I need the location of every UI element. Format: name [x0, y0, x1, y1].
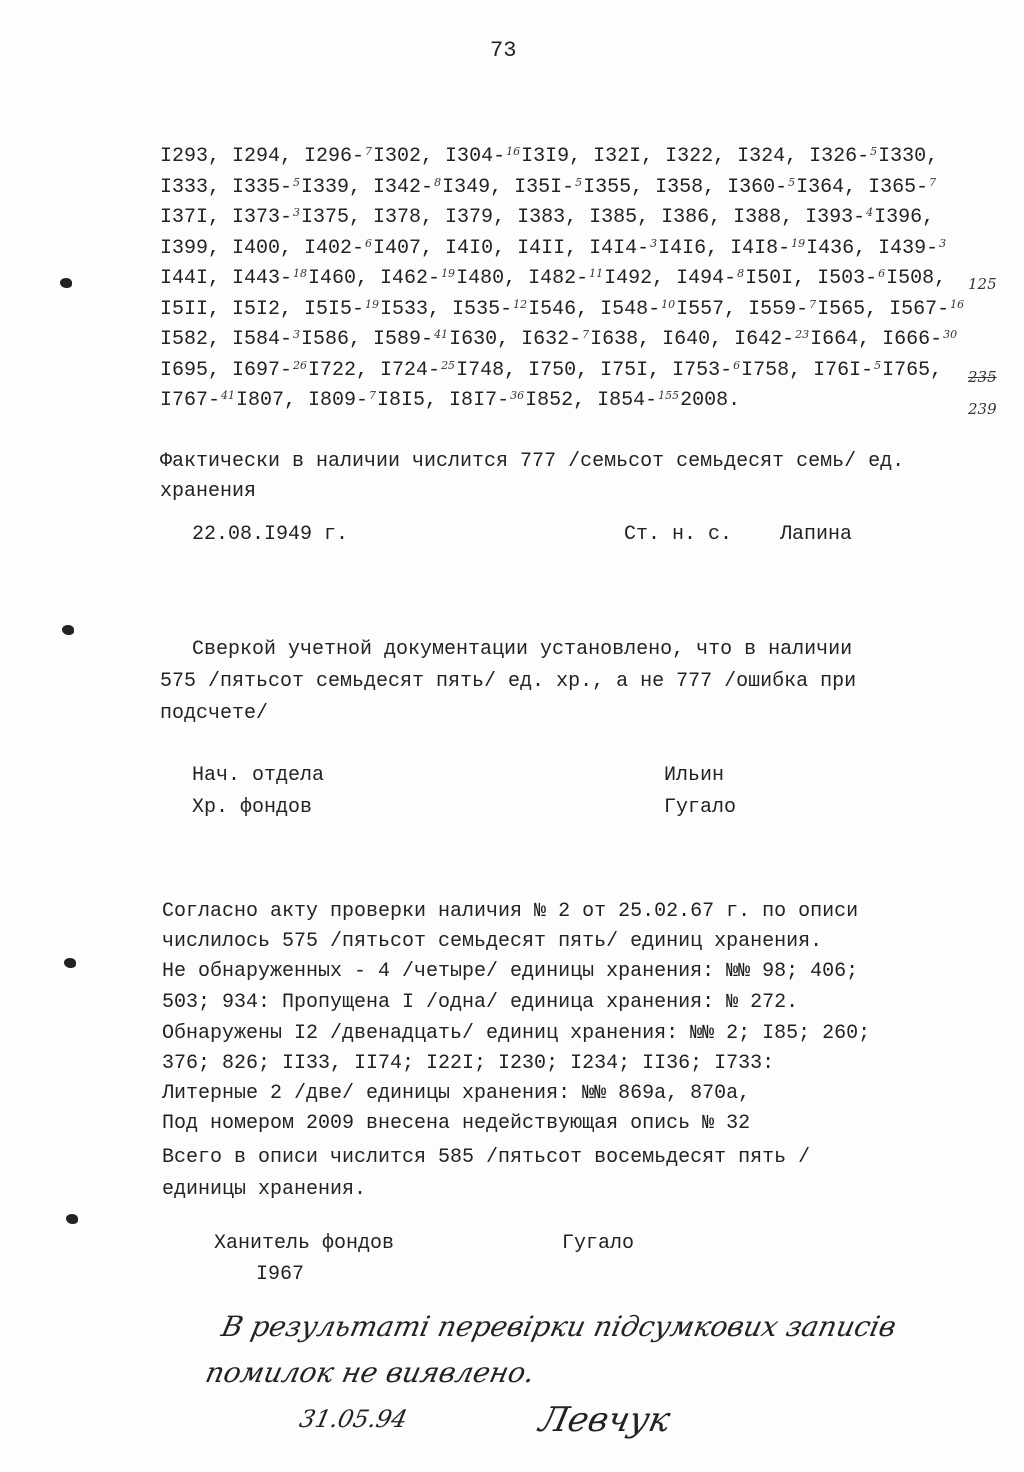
act-line: Не обнаруженных - 4 /четыре/ единицы хранения: №№ 98; 406;: [162, 960, 859, 983]
number-line: [160, 359, 942, 383]
handwritten-count: 7: [809, 297, 817, 311]
number-range: I557, I559-: [676, 297, 809, 321]
handwritten-count: 7: [929, 175, 937, 189]
number-line: [160, 267, 946, 291]
year: I967: [256, 1263, 305, 1286]
handwritten-count: 25: [441, 358, 456, 372]
number-range: I480, I482-: [456, 267, 589, 290]
number-range: I333, I335-: [160, 175, 293, 199]
signer-name: Ильин: [664, 764, 725, 787]
punch-hole-mark: [60, 278, 72, 288]
handwritten-count: 10: [661, 297, 676, 311]
number-range: I492, I494-: [604, 267, 737, 290]
handwritten-count: 11: [589, 267, 604, 280]
handwritten-count: 3: [293, 328, 301, 341]
number-range: 2008.: [680, 389, 741, 412]
number-range: I533, I535-: [380, 297, 513, 321]
act-line: Под номером 2009 внесена недействующая опись № 32: [162, 1112, 751, 1135]
number-range: I364, I365-: [796, 175, 929, 199]
handwritten-count: 8: [434, 175, 442, 189]
number-range: I722, I724-: [308, 358, 441, 382]
number-range: I3I9, I32I, I322, I324, I326-: [521, 145, 870, 168]
number-range: I37I, I373-: [160, 206, 293, 229]
handwritten-count: 36: [510, 389, 525, 402]
number-line: [160, 389, 740, 413]
number-range: I630, I632-: [449, 328, 582, 351]
handwritten-count: 155: [658, 389, 680, 402]
number-range: I330,: [878, 145, 939, 168]
handwritten-count: 5: [874, 358, 882, 372]
signer-name: Лапина: [780, 523, 853, 546]
handwritten-count: 23: [795, 328, 810, 341]
page-number: 73: [490, 38, 517, 63]
signer-title: Ханитель фондов: [214, 1232, 395, 1255]
handwritten-count: 19: [365, 297, 380, 311]
handwritten-count: 6: [733, 358, 741, 372]
act-line: Литерные 2 /две/ единицы хранения: №№ 869а, 870а,: [162, 1082, 751, 1105]
margin-note: 239: [968, 400, 997, 418]
handwritten-count: 26: [293, 358, 308, 372]
number-line: [160, 328, 958, 352]
handwritten-note: помилок не виявлено.: [202, 1356, 538, 1389]
number-range: I375, I378, I379, I383, I385, I386, I388, I393-: [301, 206, 866, 229]
handwritten-count: 8: [737, 267, 745, 280]
number-range: I50I, I503-: [745, 267, 878, 290]
number-range: I5II, I5I2, I5I5-: [160, 297, 365, 321]
handwritten-count: 5: [575, 175, 583, 189]
handwritten-count: 41: [434, 328, 449, 341]
handwritten-count: 19: [441, 267, 456, 280]
act-line: единицы хранения.: [162, 1178, 367, 1201]
reconciliation-text: 575 /пятьсот семьдесят пять/ ед. хр., а не 777 /ошибка при: [160, 670, 857, 693]
handwritten-count: 19: [791, 236, 806, 250]
handwritten-count: 6: [365, 236, 373, 250]
number-range: I436, I439-: [806, 236, 939, 260]
reconciliation-text: подсчете/: [160, 702, 269, 725]
number-range: I355, I358, I360-: [583, 175, 788, 199]
act-line: Согласно акту проверки наличия № 2 от 25.02.67 г. по описи: [162, 900, 859, 923]
number-range: I349, I35I-: [442, 175, 575, 199]
handwritten-count: 41: [221, 389, 236, 402]
punch-hole-mark: [66, 1214, 78, 1224]
actual-count-text: Фактически в наличии числится 777 /семьсот семьдесят семь/ ед.: [160, 450, 905, 473]
number-range: I302, I304-: [373, 145, 506, 168]
signer-title: Нач. отдела: [192, 764, 325, 787]
handwritten-count: 5: [788, 175, 796, 189]
handwritten-count: 30: [943, 328, 958, 341]
punch-hole-mark: [64, 958, 76, 968]
handwritten-date: 31.05.94: [297, 1405, 410, 1433]
act-line: 376; 826; II33, II74; I22I; I230; I234; II36; I733:: [162, 1052, 775, 1075]
number-range: I695, I697-: [160, 358, 293, 382]
number-range: I407, I4I0, I4II, I4I4-: [373, 236, 650, 260]
number-range: I4I6, I4I8-: [658, 236, 791, 260]
handwritten-note: В результаті перевірки підсумкових записів: [218, 1310, 900, 1343]
act-line: 503; 934: Пропущена I /одна/ единица хранения: № 272.: [162, 991, 799, 1014]
number-range: I44I, I443-: [160, 267, 293, 290]
margin-note: 125: [968, 275, 997, 293]
act-line: Всего в описи числится 585 /пятьсот восемьдесят пять /: [162, 1146, 811, 1169]
handwritten-count: 3: [939, 236, 947, 250]
act-line: Обнаружены I2 /двенадцать/ единиц хранения: №№ 2; I85; 260;: [162, 1022, 871, 1045]
number-range: I765,: [882, 358, 943, 382]
number-line: [160, 145, 938, 169]
number-range: I293, I294, I296-: [160, 145, 365, 168]
handwritten-count: 7: [369, 389, 377, 402]
number-line: [160, 298, 965, 322]
handwritten-count: 5: [870, 145, 878, 158]
date-1949: 22.08.I949 г.: [192, 523, 349, 546]
number-line: [160, 206, 934, 230]
handwritten-count: 5: [293, 175, 301, 189]
number-range: I586, I589-: [301, 328, 434, 351]
handwritten-count: 6: [878, 267, 886, 280]
number-line: [160, 237, 947, 261]
handwritten-signature: Левчук: [535, 1400, 674, 1440]
handwritten-count: 16: [950, 297, 965, 311]
number-range: I748, I750, I75I, I753-: [456, 358, 733, 382]
number-range: I508,: [886, 267, 947, 290]
number-range: I565, I567-: [817, 297, 950, 321]
signer-name: Гугало: [562, 1232, 635, 1255]
handwritten-count: 16: [506, 145, 521, 158]
handwritten-count: 12: [513, 297, 528, 311]
handwritten-count: 4: [866, 206, 874, 219]
number-range: I767-: [160, 389, 221, 412]
number-range: I582, I584-: [160, 328, 293, 351]
reconciliation-text: Сверкой учетной документации установлено, что в наличии: [192, 638, 853, 661]
number-range: I460, I462-: [308, 267, 441, 290]
number-range: I339, I342-: [301, 175, 434, 199]
punch-hole-mark: [62, 625, 74, 635]
number-range: I852, I854-: [525, 389, 658, 412]
handwritten-count: 3: [650, 236, 658, 250]
handwritten-count: 3: [293, 206, 301, 219]
act-line: числилось 575 /пятьсот семьдесят пять/ единиц хранения.: [162, 930, 823, 953]
number-line: [160, 176, 937, 200]
margin-note: 235: [968, 368, 997, 386]
number-range: I8I5, I8I7-: [377, 389, 510, 412]
handwritten-count: 7: [365, 145, 373, 158]
signer-name: Гугало: [664, 796, 737, 819]
number-range: I396,: [874, 206, 935, 229]
number-range: I807, I809-: [236, 389, 369, 412]
signer-title: Хр. фондов: [192, 796, 313, 819]
handwritten-count: 18: [293, 267, 308, 280]
number-range: I638, I640, I642-: [590, 328, 795, 351]
number-range: I399, I400, I402-: [160, 236, 365, 260]
number-range: I664, I666-: [810, 328, 943, 351]
number-range: I758, I76I-: [741, 358, 874, 382]
handwritten-count: 7: [582, 328, 590, 341]
number-range: I546, I548-: [528, 297, 661, 321]
signer-position: Ст. н. с.: [624, 523, 733, 546]
actual-count-text-cont: хранения: [160, 480, 257, 503]
